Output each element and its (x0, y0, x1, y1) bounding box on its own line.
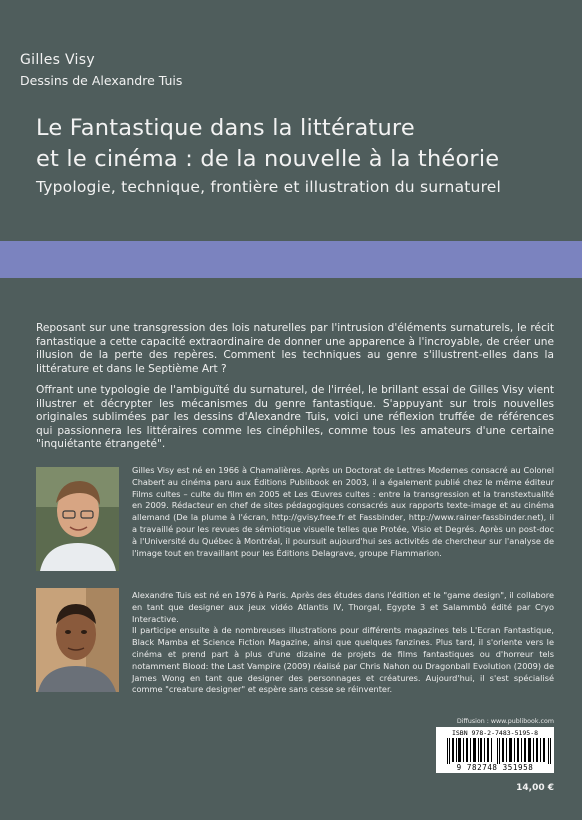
book-subtitle: Typologie, technique, frontière et illustration du surnaturel (36, 178, 502, 196)
decorative-band (0, 241, 582, 278)
title-line-1: Le Fantastique dans la littérature (36, 115, 415, 141)
distribution-note: Diffusion : www.publibook.com (456, 718, 554, 725)
illustrator-credit: Dessins de Alexandre Tuis (20, 73, 183, 88)
barcode-digits: 9 782748 351958 (456, 763, 534, 772)
barcode-bars (447, 738, 551, 764)
author-biography: Gilles Visy est né en 1966 à Chamalières. Après un Doctorat de Lettres Modernes consacré au Colonel Chabert au cinéma paru aux Éditions Publibook en 2003, il a également publié chez le même éditeur Films cultes – culte du film en 2005 et Les Œuvres cultes : entre la transgression et la transtextualité en 2009. Rédacteur en chef de sites pédagogiques consacrés aux rapports texte-image et au cinéma allemand (De la plume à l'écran, http://gvisy.free.fr et Fassbinder, http://www.rainer-fassbinder.net), il a travaillé pour les revues de sémiotique visuelle telles que Protée, Visio et Degrés. Après un post-doc à l'Université du Québec à Montréal, il poursuit aujourd'hui ses activités de chercheur sur l'analyse de l'image tout en travaillant pour les Éditions Delagrave, groupe Flammarion. (132, 465, 554, 558)
price: 14,00 € (516, 783, 554, 793)
author-photo (36, 467, 119, 571)
book-title (36, 113, 566, 175)
illustrator-bio-paragraph-1: Alexandre Tuis est né en 1976 à Paris. Après des études dans l'édition et le "game design", il collabore en tant que designer aux jeux vidéo Atlantis IV, Thorgal, Egypte 3 et Salammbô édité par Cryo Interactive. (132, 590, 554, 624)
illustrator-photo (36, 588, 119, 692)
illustrator-biography (132, 590, 554, 696)
title-line-2: et le cinéma : de la nouvelle à la théorie (36, 146, 500, 172)
author-portrait-image (36, 467, 119, 571)
author-name: Gilles Visy (20, 52, 95, 68)
summary-paragraph-1: Reposant sur une transgression des lois naturelles par l'intrusion d'éléments surnaturels, le récit fantastique a cette capacité extraordinaire de donner une apparence à l'incroyable, de créer une illusion de la perte des repères. Comment les techniques au genre s'illustrent-elles dans la littérature et dans le Septième Art ? (36, 322, 554, 375)
isbn-barcode (436, 727, 554, 773)
illustrator-portrait-image (36, 588, 119, 692)
illustrator-bio-paragraph-2: Il participe ensuite à de nombreuses illustrations pour différents magazines tels L'Ecran Fantastique, Black Mamba et Science Fiction Magazine, ainsi que quelques fanzines. Plus tard, il s'oriente vers le cinéma et prend part à plus d'une dizaine de projets de films fantastiques ou d'horreur tels notamment Blood: the Last Vampire (2009) réalisé par Chris Nahon ou Dragonball Evolution (2009) de James Wong en tant que designer des personnages et créatures. Aujourd'hui, il s'est spécialisé comme "creature designer" et espère sans cesse se réinventer. (132, 625, 554, 695)
summary-paragraph-2: Offrant une typologie de l'ambiguïté du surnaturel, de l'irréel, le brillant essai de Gilles Visy vient illustrer et décrypter les mécanismes du genre fantastique. S'appuyant sur trois nouvelles originales sublimées par les dessins d'Alexandre Tuis, voici une réflexion truffée de références qui passionnera les littéraires comme les cinéphiles, comme tous les amateurs d'une certaine "inquiétante étrangeté". (36, 384, 554, 451)
isbn-number: ISBN 978-2-7483-5195-8 (451, 729, 539, 737)
